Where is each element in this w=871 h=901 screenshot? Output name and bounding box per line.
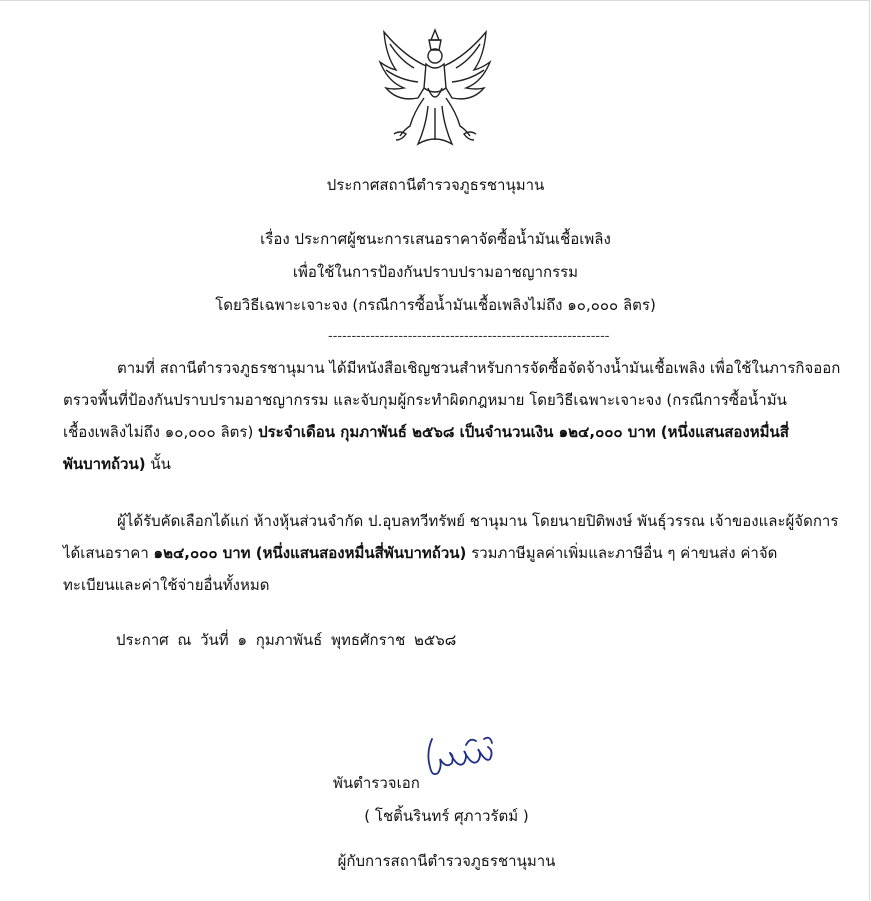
subject-line-3: โดยวิธีเฉพาะเจาะจง (กรณีการซื้อน้ำมันเชื้อเพลิงไม่ถึง ๑๐,๐๐๐ ลิตร) — [215, 296, 656, 314]
paragraph-1-row-4 — [63, 448, 823, 480]
paragraph-2-row-2-bold: ๑๒๔,๐๐๐ บาท (หนึ่งแสนสองหมื่นสี่พันบาทถ้วน) — [153, 544, 467, 562]
paragraph-1-row-3-bold: ประจำเดือน กุมภาพันธ์ ๒๕๖๘ เป็นจำนวนเงิน ๑๒๔,๐๐๐ บาท (หนึ่งแสนสองหมื่นสี่ — [258, 423, 789, 441]
separator-line: ------------------------------------------------------------ — [328, 329, 610, 344]
paragraph-2-row-2 — [63, 537, 823, 569]
paragraph-2-row-2-plain-a: ได้เสนอราคา — [63, 544, 154, 562]
handwritten-signature — [424, 733, 496, 785]
paragraph-1-row-3 — [63, 416, 823, 448]
signatory-position: ผู้กับการสถานีตำรวจภูธรชานุมาน — [337, 852, 556, 870]
paragraph-1-row-3-plain: เชื้องเพลิงไม่ถึง ๑๐,๐๐๐ ลิตร) — [63, 423, 259, 441]
paragraph-2-row-2-plain-b: รวมภาษีมูลค่าเพิ่มและภาษีอื่น ๆ ค่าขนส่ง ค่าจัด — [466, 544, 778, 562]
paragraph-1-row-2: ตรวจพื้นที่ป้องกันปราบปรามอาชญากรรม และจับกุมผู้กระทำผิดกฎหมาย โดยวิธีเฉพาะเจาะจง (กรณีการซื้อน้ำมัน — [63, 391, 787, 409]
subject-line-2: เพื่อใช้ในการป้องกันปราบปรามอาชญากรรม — [292, 263, 579, 281]
signatory-name: ( โชติ้นรินทร์ ศุภาวรัตม์ ) — [364, 807, 529, 825]
signatory-rank: พันตำรวจเอก — [333, 774, 420, 792]
garuda-emblem-icon — [374, 26, 496, 150]
document-title: ประกาศสถานีตำรวจภูธรชานุมาน — [326, 176, 545, 194]
paragraph-2-row-3: ทะเบียนและค่าใช้จ่ายอื่นทั้งหมด — [63, 576, 270, 594]
subject-line-1: เรื่อง ประกาศผู้ชนะการเสนอราคาจัดซื้อน้ำมันเชื้อเพลิง — [260, 230, 611, 248]
paragraph-1-row-1: ตามที่ สถานีตำรวจภูธรชานุมาน ได้มีหนังสือเชิญชวนสำหรับการจัดซื้อจัดจ้างน้ำมันเชื้อเพลิง เพื่อใช้ในภารกิจออก — [117, 359, 841, 377]
announcement-date: ประกาศ ณ วันที่ ๑ กุมภาพันธ์ พุทธศักราช ๒๕๖๘ — [116, 631, 457, 649]
body-paragraph-2 — [63, 505, 839, 601]
paragraph-1-row-4-bold: พันบาทถ้วน) — [63, 455, 146, 473]
paragraph-1-row-4-plain: นั้น — [145, 455, 171, 473]
body-paragraph-1 — [63, 352, 841, 480]
paragraph-2-row-1: ผู้ได้รับคัดเลือกได้แก่ ห้างหุ้นส่วนจำกัด ป.อุบลทวีทรัพย์ ชานุมาน โดยนายปิติพงษ์ พันธุ์วรรณ เจ้าของและผู้จัดการ — [117, 512, 839, 530]
